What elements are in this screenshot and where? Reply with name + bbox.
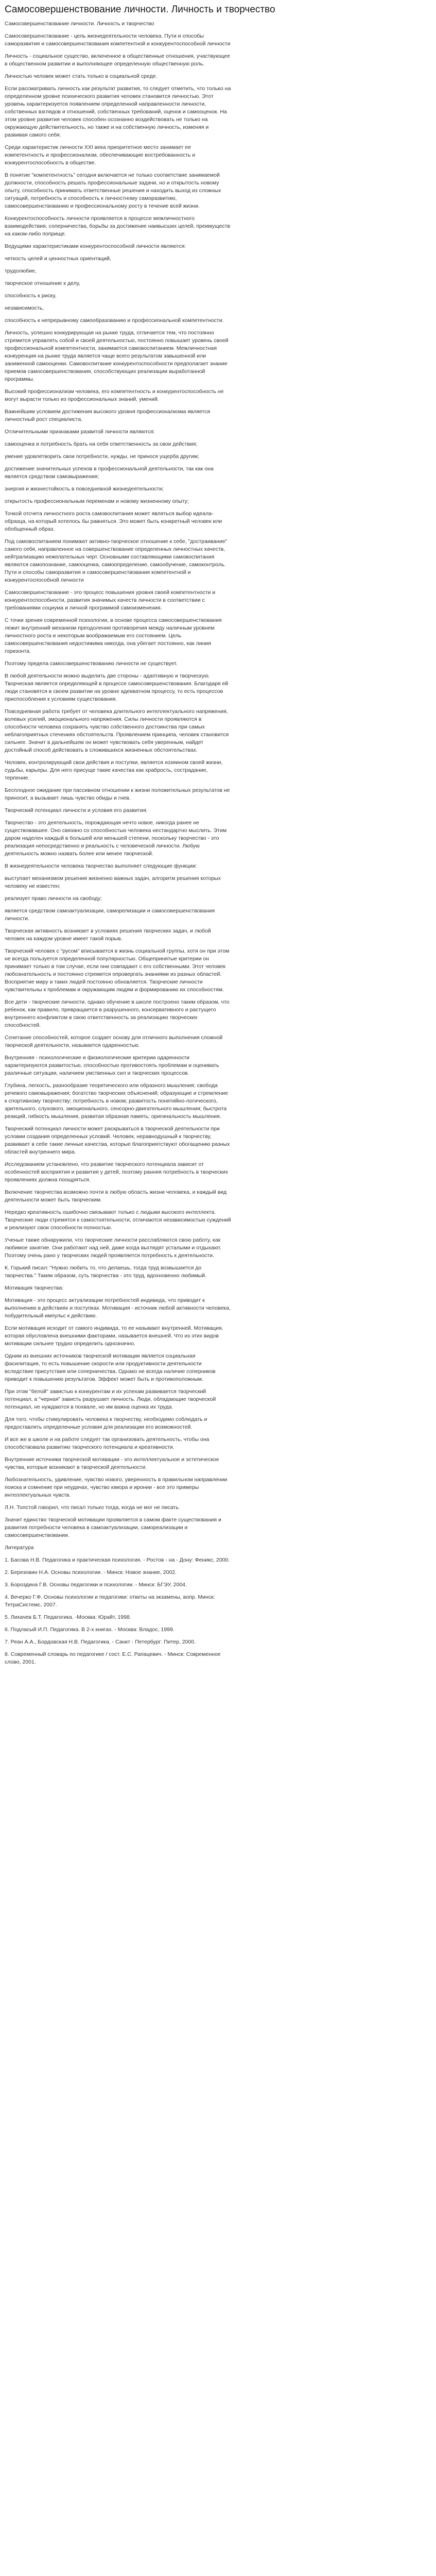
paragraph: достижение значительных успехов в профессиональной деятельности, так как она является средством самовыражения; [5,466,214,480]
paragraph: Высокий профессионализм человека, его компетентность и конкурентоспособность не могут вырасти только из профессиональных знаний, умений. [5,388,224,402]
paragraph: творческое отношение к делу, [5,280,80,286]
paragraph: Конкурентоспособность личности проявляется в процессе межличностного взаимодействия, соперничества, борьбы за достижение наивысших целей, преимуществ на каком-либо поприще. [5,215,230,237]
paragraph: выступает механизмом решения жизненно важных задач, алгоритм решения которых человеку не известен; [5,875,221,889]
paragraph: 2. Березовин Н.А. Основы психологии. - Минск: Новое знание, 2002. [5,1569,177,1575]
paragraph: 8. Современный словарь по педагогике / сост. Е.С. Рапацевич. - Минск: Современное слово, 2001. [5,1651,221,1665]
paragraph: четкость целей и ценностных ориентаций, [5,256,111,262]
paragraph: Творческий человек с "русом" вписывается в жизнь социальной группы, хотя он при этом не всегда пользуется определенной популярностью. Общепринятые критерии он принимает только в том случае, если они совпадают с его собственными. Этот человек любознательность и постоянно стремится опровергать знаниями из разных областей. Восприятие миру и таких людей постоянно обновляется. Творческие личности чувствительны к проблемам и окружающим людям и формированию их способностям. [5,948,230,993]
paragraph: Ученые также обнаружили, что творческие личности расслабляются свою работу, как любимое занятие. Они работают над ней, даже когда выглядят усталыми и отдыхают. Поэтому очень рано у творческих людей проявляется потребность к деятельности. [5,1237,222,1259]
paragraph: способность к непрерывному самообразованию и профессиональной компетентности. [5,317,224,324]
paragraph: независимость, [5,305,44,311]
paragraph: Если рассматривать личность как результат развития, то следует отметить, что только на определенном уровне психического развития человек становится личностью. Этот уровень характеризуется появлением определенной направленности личности, собственных взглядов и отношений, собственных требований, оценок и самооценок. На этом уровне развития человек способен осознанно воздействовать не только на окружающую действительность, но также и на собственную личность, изменяя и развивая самого себя. [5,86,231,138]
paragraph: Внутренняя - психологические и физиологические критерии одаренности характеризуются развитостью, способностью противостоять проблемам и оценивать различные ситуации, наличием умственных сил и творческих процессов. [5,1055,219,1076]
paragraph: 3. Бороздина Г.В. Основы педагогики и психологии. - Минск: БГЭУ, 2004. [5,1582,187,1588]
paragraph: Личностью человек может стать только в социальной среде. [5,73,158,79]
article-body [5,20,431,1666]
paragraph: Л.Н. Толстой говорил, что писал только тогда, когда не мог не писать. [5,1504,180,1511]
paragraph: 1. Басова Н.В. Педагогика и практическая психология. - Ростов - на - Дону: Феникс, 2000. [5,1557,230,1563]
paragraph: Мотивация - это процесс актуализации потребностей индивида, что приводит к выполнению в действиях и поступках. Мотивация - источник любой активности человека, побудительный импульс к действию. [5,1297,231,1319]
page-title: Самосовершенствование личности. Личность и творчество [5,4,275,15]
paragraph: Отличительными признаками развитой личности являются: [5,429,155,435]
paragraph: Мотивация творчества: [5,1285,64,1291]
paragraph: Любознательность, удивление, чувство нового, уверенность в правильном направлении поиска и сомнение при неудачах, чувство юмора и иронии - все это примеры интеллектуальных чувств. [5,1477,228,1498]
paragraph: С точки зрения современной психологии, в основе процесса самосовершенствования лежит внутренний механизм преодоления противоречия между наличным уровнем личностного роста и некоторым воображаемым его состоянием. Цель самосовершенствования недостижима никогда, она убегает постоянно, как линия горизонта. [5,617,222,654]
paragraph: Ведущими характеристиками конкурентоспособной личности являются: [5,243,186,249]
paragraph: Личность - социальное существо, включенное в общественные отношения, участвующее в общественном развитии и выполняющее определенную общественную роль. [5,53,231,67]
paragraph: Значит единство творческой мотивации проявляется в самом факте существования и развития потребности человека в самоактуализации, самореализации и самосовершенствовании. [5,1517,221,1538]
paragraph: самооценка и потребность брать на себя ответственность за свои действия; [5,441,198,447]
paragraph: Самосовершенствование личности. Личность и творчество [5,21,154,27]
paragraph: Для того, чтобы стимулировать человека к творчеству, необходимо соблюдать и предоставлять определенные условия для реализации его возможностей. [5,1416,207,1430]
paragraph: Глубина, легкость, разнообразие теоретического или образного мышления; свобода речевого самовыражения; богатство творческих объяснений; образующие и стремление к спортивному творчеству; потребность в новом; развитость понятийно-логического, зрительного, слухового, эмоционального, сенсорно-двигательного мышления; быстрота реакций, гибкость мышления, развитая образная память; оригинальность мышления. [5,1082,228,1120]
paragraph: В любой деятельности можно выделить две стороны - адаптивную и творческую. Творческая является определяющей в процессе самосовершенствования. Благодаря ей люди становятся в своем развитии на уровне адекватном процессу, то есть процессов приспособления к условиям существования. [5,673,229,702]
paragraph: способность к риску, [5,293,57,299]
paragraph: В жизнедеятельности человека творчество выполняет следующие функции: [5,863,197,869]
paragraph: В понятие "компетентность" сегодня включается не только соответствие занимаемой должности, способность решать профессиональные задачи, но и открытость новому опыту, способность принимать ответственные решения и находить выход из сложных ситуаций, потребность и способность к личностному саморазвитию, самосовершенствованию и профессиональному росту в течение всей жизни. [5,172,221,209]
paragraph: реализует право личности на свободу; [5,895,102,902]
paragraph: трудолюбие, [5,268,37,274]
paragraph: Творчество - это деятельность, порождающая нечто новое, никогда ранее не существовавшее. Оно связано со способностью человека нестандартно мыслить. Этим даром наделен каждый в большей или меньшей степени, поскольку творчество - это реализация непосредственно и реальность с человеческой личности. Любую деятельность можно назвать более или менее творческой. [5,820,227,857]
paragraph: Если мотивация исходит от самого индивида, то ее называют внутренней. Мотивация, которая обусловлена внешними факторами, называется внешней. Что из этих видов мотивации сильнее трудно определить однозначно. [5,1325,223,1347]
paragraph: Одним из внешних источников творческой мотивации является социальная фасилитация, то есть повышение скорости или продуктивности деятельности вследствие присутствия или соперничества. Однако не всегда наличие соперников приводит к повышению результатов. Эффект может быть и противоположным. [5,1353,216,1382]
paragraph: Самосовершенствование - цель жизнедеятельности человека. Пути и способы саморазвития и самосовершенствования компетентной и конкурентоспособной личности [5,33,231,47]
paragraph: Точкой отсчета личностного роста самовоспитания может являться выбор идеала-образца, на который хотелось бы равняться. Это может быть конкретный человек или обобщенный образ. [5,511,222,532]
paragraph: Под самовоспитанием понимают активно-творческое отношение к себе, "достраивание" самого себя, направленное на совершенствование определенных личностных качеств, нейтрализацию нежелательных черт. Основными составляющими самовоспитания являются самопознание, самооценка, самоопределение, самообучение, самоконтроль. Пути и способы саморазвития и самосовершенствования компетентной и конкурентоспособной личности [5,538,228,583]
paragraph: Повседневная работа требует от человека длительного интеллектуального напряжения, волевых усилий, эмоционального напряжения. Силы личности проявляются в способности человека сохранять чувство собственного достоинства при самых неблагоприятных стечениях обстоятельств. Проявлением принципа, человек становится сильнее. Значит в дальнейшем он может чувствовать себя уверенным, найдет достойный способ действовать в сложившихся жизненных обстоятельствах. [5,708,229,753]
paragraph: Все дети - творческие личности, однако обучение в школе построено таким образом, что ребенок, как правило, превращается в разрушенного, консервативного и растущего внутреннего конфликтом в свою ответственность за реализацию творческих способностей. [5,999,230,1028]
paragraph: Среди характеристик личности XXI века приоритетное место занимает ее компетентность и профессионализм, обеспечивающие востребованность и конкурентоспособность в обществе. [5,144,196,166]
paragraph: 4. Вечерко Г.Ф. Основы психологии и педагогики: ответы на экзамены, вопр. Минск: ТетраСистемс, 2007. [5,1594,215,1608]
paragraph: 7. Реан А.А., Бордовская Н.В. Педагогика. - Санкт - Петербург: Питер, 2000. [5,1639,196,1645]
paragraph: И все же в школе и на работе следует так организовать деятельность, чтобы она способствовала развитию творческого потенциала и креативности. [5,1436,210,1450]
paragraph: 5. Лихачев Б.Т. Педагогика. -Москва: Юрайт, 1998. [5,1614,131,1620]
paragraph: Личность, успешно конкурирующая на рынке труда, отличается тем, что постоянно стремится управлять собой и своей деятельностью, постоянно повышает уровень своей профессиональной компетентности, занимается самовоспитанием. Межличностная конкуренция на рынке труда является чаще всего результатом завышенной или заниженной самооценки. Самовоспитание конкурентоспособности предполагает знание приемов самосовершенствования, способствующих реализации выработанной программы. [5,330,229,382]
paragraph: Человек, контролирующий свои действия и поступки, является хозяином своей жизни, судьбы, карьеры. Для него присуще такие качества как храбрость, сострадание, терпение. [5,759,223,781]
paragraph: Творческий потенциал личности и условия его развития: [5,807,148,814]
paragraph: Творческий потенциал личности может раскрываться в творческой деятельности при условии создания определенных условий. Человек, неравнодушный к творчеству, развивает в себе такие личные качества, которые благоприятствуют обогащению разных областей внутреннего мира. [5,1126,230,1155]
paragraph: Исследованием установлено, что развитие творческого потенциала зависит от особенностей восприятия и развития у детей, поэтому ранняя потребность в творческих проявлениях должна поощряться. [5,1161,229,1183]
paragraph: Включение творчества возможно почти в любую область жизни человека, и каждый вид деятельности может быть творческим. [5,1189,227,1203]
paragraph: 6. Подласый И.П. Педагогика. В 2-х книгах. - Москва: Владос, 1999. [5,1626,175,1633]
paragraph: К. Горький писал: "Нужно любить то, что делаешь, тогда труд возвышается до творчества." Таким образом, суть творчества - это труд, вдохновенно любимый. [5,1265,206,1279]
paragraph: открытость профессиональным переменам и новому жизненному опыту; [5,498,189,504]
paragraph: Внутренние источники творческой мотивации - это интеллектуальное и эстетическое чувства, которые возникают в творческой деятельности. [5,1456,219,1470]
paragraph: Поэтому предела самосовершенствованию личности не существует. [5,660,178,667]
paragraph: энергия и жизнестойкость в повседневной жизнедеятельности; [5,486,164,492]
paragraph: умение удовлетворить свои потребности, нужды, не принося ущерба другим; [5,453,199,460]
paragraph: При этом "белой" завистью к конкурентам и их успехам развивается творческий потенциал, а "черная" зависть разрушает личность. Люди, обладающие творческой потенциал, не нуждаются в похвале, но им важна оценка их труда. [5,1388,216,1410]
paragraph: Литература [5,1545,34,1551]
paragraph: Сочетание способностей, которое создает основу для отличного выполнения сложной творческой деятельности, называется одаренностью. [5,1035,223,1048]
paragraph: Нередко креативность ошибочно связывают только с людьми высокого интеллекта. Творческие люди стремятся к самостоятельности, отличаются независимостью суждений и реализуют свои способности полностью. [5,1209,231,1231]
paragraph: Самосовершенствование - это процесс повышения уровня своей компетентности и конкурентоспособности, развития значимых качеств личности в соответствии с требованиями социума и личной программой самоизменения. [5,589,216,611]
paragraph: Творческая активность возникает в условиях решения творческих задач, и любой человек на каждом уровне имеет такой порыв. [5,928,211,942]
paragraph: Важнейшим условием достижения высокого уровня профессионализма является личностный рост специалиста. [5,409,211,422]
paragraph: Бесплодное ожидание при пассивном отношении к жизни положительных результатов не приносит, а вызывает лишь чувство обиды и гнев. [5,787,230,801]
paragraph: является средством самоактуализации, саморелизации и самосовершенствования личности. [5,908,215,922]
